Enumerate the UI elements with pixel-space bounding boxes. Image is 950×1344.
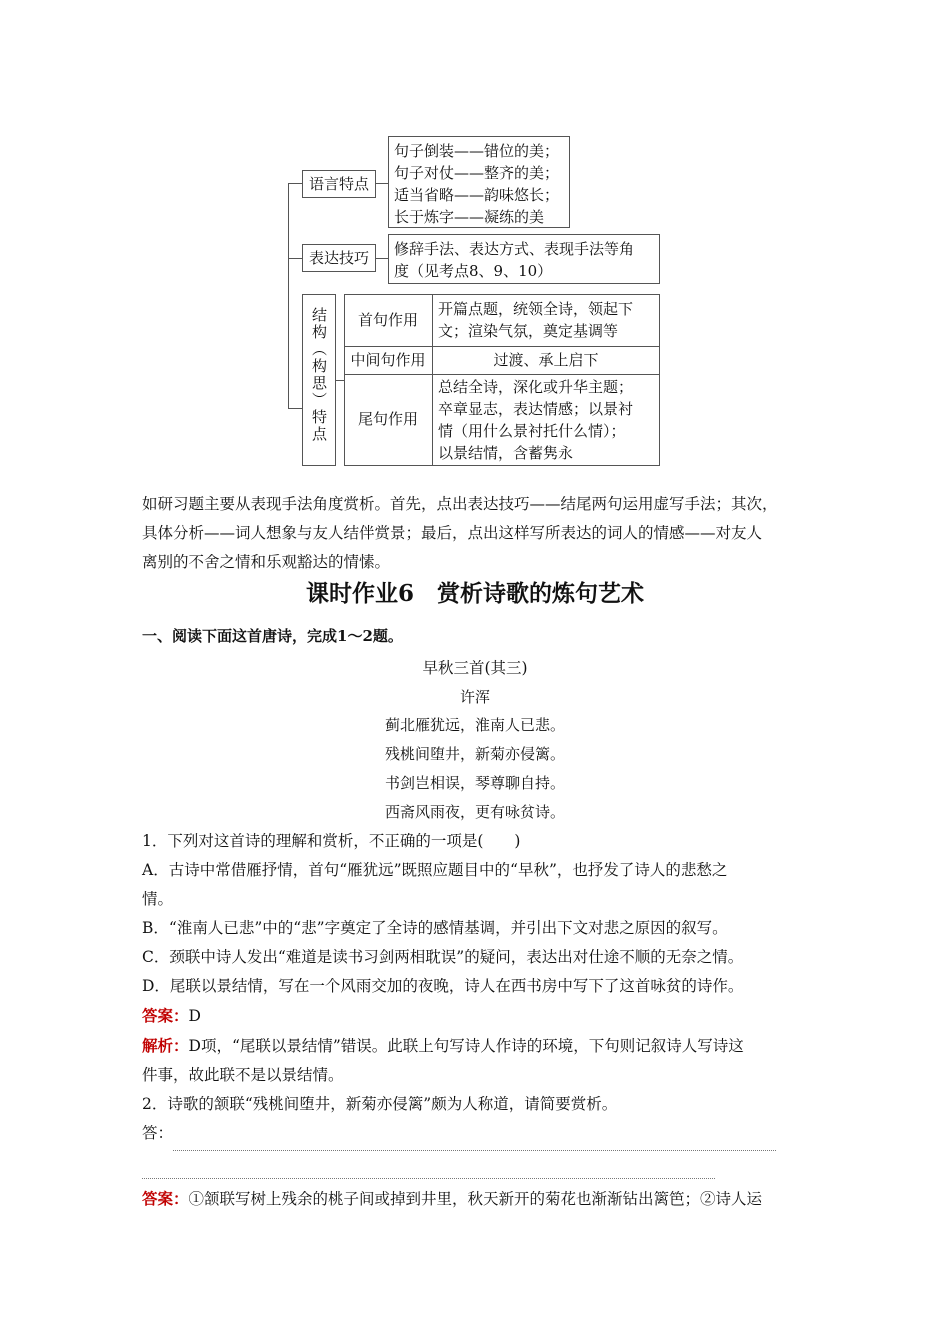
intro-line: 具体分析——词人想象与友人结伴赏景；最后，点出这样写所表达的词人的情感——对友人 <box>142 524 763 542</box>
option-d: D．尾联以景结情，写在一个风雨交加的夜晚，诗人在西书房中写下了这首咏贫的诗作。 <box>142 977 744 995</box>
lesson-title: 课时作业6 赏析诗歌的炼句艺术 <box>305 580 644 607</box>
option-line: 情。 <box>142 890 174 908</box>
expr-label: 表达技巧 <box>308 249 369 267</box>
struct-desc-line: 以景结情，含蓄隽永 <box>438 444 574 462</box>
intro-paragraph <box>142 490 812 577</box>
answer-value: D <box>188 1007 201 1025</box>
answer-row <box>142 1001 812 1031</box>
expr-content-box <box>388 234 660 284</box>
lang-line: 句子对仗——整齐的美； <box>394 164 560 182</box>
option-c: C．颈联中诗人发出“难道是读书习剑两相耽误”的疑问，表达出对仕途不顺的无奈之情。 <box>142 948 744 966</box>
option-line: A．古诗中常借雁抒情，首句“雁犹远”既照应题目中的“早秋”，也抒发了诗人的悲愁之 <box>142 861 728 879</box>
struct-row-desc <box>438 298 658 342</box>
question-stem: 1．下列对这首诗的理解和赏析，不正确的一项是( ) <box>142 832 521 850</box>
answer-blank-line[interactable] <box>142 1178 715 1179</box>
answer-label: 答案： <box>142 1006 189 1025</box>
poem-title: 早秋三首(其三) <box>422 659 528 677</box>
answer-blank-line[interactable] <box>173 1150 776 1151</box>
struct-desc-line: 开篇点题，统领全诗，领起下 <box>438 300 634 318</box>
poem-line: 蓟北雁犹远，淮南人已悲。 <box>384 716 565 734</box>
poem <box>0 653 950 827</box>
lang-content-box <box>388 136 570 228</box>
struct-row-name: 中间句作用 <box>350 351 426 369</box>
option-a <box>142 856 812 914</box>
option-b: B．“淮南人已悲”中的“悲”字奠定了全诗的感情基调，并引出下文对悲之原因的叙写。 <box>142 919 728 937</box>
analysis-text: 件事，故此联不是以景结情。 <box>142 1066 344 1084</box>
intro-line: 如研习题主要从表现手法角度赏析。首先，点出表达技巧——结尾两句运用虚写手法；其次， <box>142 495 778 513</box>
lang-line: 长于炼字——凝练的美 <box>394 208 545 226</box>
answer-label: 答案： <box>142 1189 189 1208</box>
lang-label: 语言特点 <box>308 175 369 193</box>
expr-line: 修辞手法、表达方式、表现手法等角 <box>394 240 635 258</box>
poem-line: 残桃间堕井，新菊亦侵篱。 <box>384 745 565 763</box>
lang-line: 适当省略——韵味悠长； <box>394 186 560 204</box>
question-2-stem: 2．诗歌的颔联“残桃间堕井，新菊亦侵篱”颇为人称道，请简要赏析。 <box>142 1095 618 1113</box>
struct-desc-line: 情（用什么景衬托什么情）； <box>438 422 626 440</box>
struct-row-name: 尾句作用 <box>357 410 418 428</box>
struct-desc-line: 总结全诗，深化或升华主题； <box>438 378 634 396</box>
poem-line: 书剑岂相误，琴尊聊自持。 <box>384 774 565 792</box>
struct-row-desc <box>438 376 658 464</box>
section-heading: 一、阅读下面这首唐诗，完成1～2题。 <box>142 627 403 645</box>
analysis-text: D项，“尾联以景结情”错误。此联上句写诗人作诗的环境，下句则记叙诗人写诗这 <box>188 1037 744 1055</box>
poem-line: 西斋风雨夜，更有咏贫诗。 <box>384 803 565 821</box>
lang-line: 句子倒装——错位的美； <box>394 142 560 160</box>
struct-desc-line: 文；渲染气氛，奠定基调等 <box>438 322 619 340</box>
analysis-row <box>142 1031 812 1061</box>
intro-line: 离别的不舍之情和乐观豁达的情愫。 <box>142 553 391 571</box>
answer-text: ①颔联写树上残余的桃子间或掉到井里，秋天新开的菊花也渐渐钻出篱笆；②诗人运 <box>188 1190 763 1208</box>
struct-label-box <box>302 294 336 466</box>
struct-row-desc: 过渡、承上启下 <box>493 351 599 369</box>
lang-label-box <box>302 170 376 198</box>
answer-prompt: 答： <box>142 1124 174 1142</box>
poem-author: 许浑 <box>459 688 490 706</box>
expr-label-box <box>302 244 376 272</box>
answer-prompt-row <box>142 1119 812 1148</box>
expr-line: 度（见考点8、9、10） <box>394 262 553 280</box>
struct-label: 结构（构思）特点 <box>310 307 328 443</box>
struct-desc-line: 卒章显志，表达情感；以景衬 <box>438 400 634 418</box>
analysis-label: 解析： <box>142 1036 189 1055</box>
struct-row-name: 首句作用 <box>357 311 418 329</box>
question-1 <box>142 827 812 1148</box>
q2-answer-row <box>142 1184 812 1214</box>
